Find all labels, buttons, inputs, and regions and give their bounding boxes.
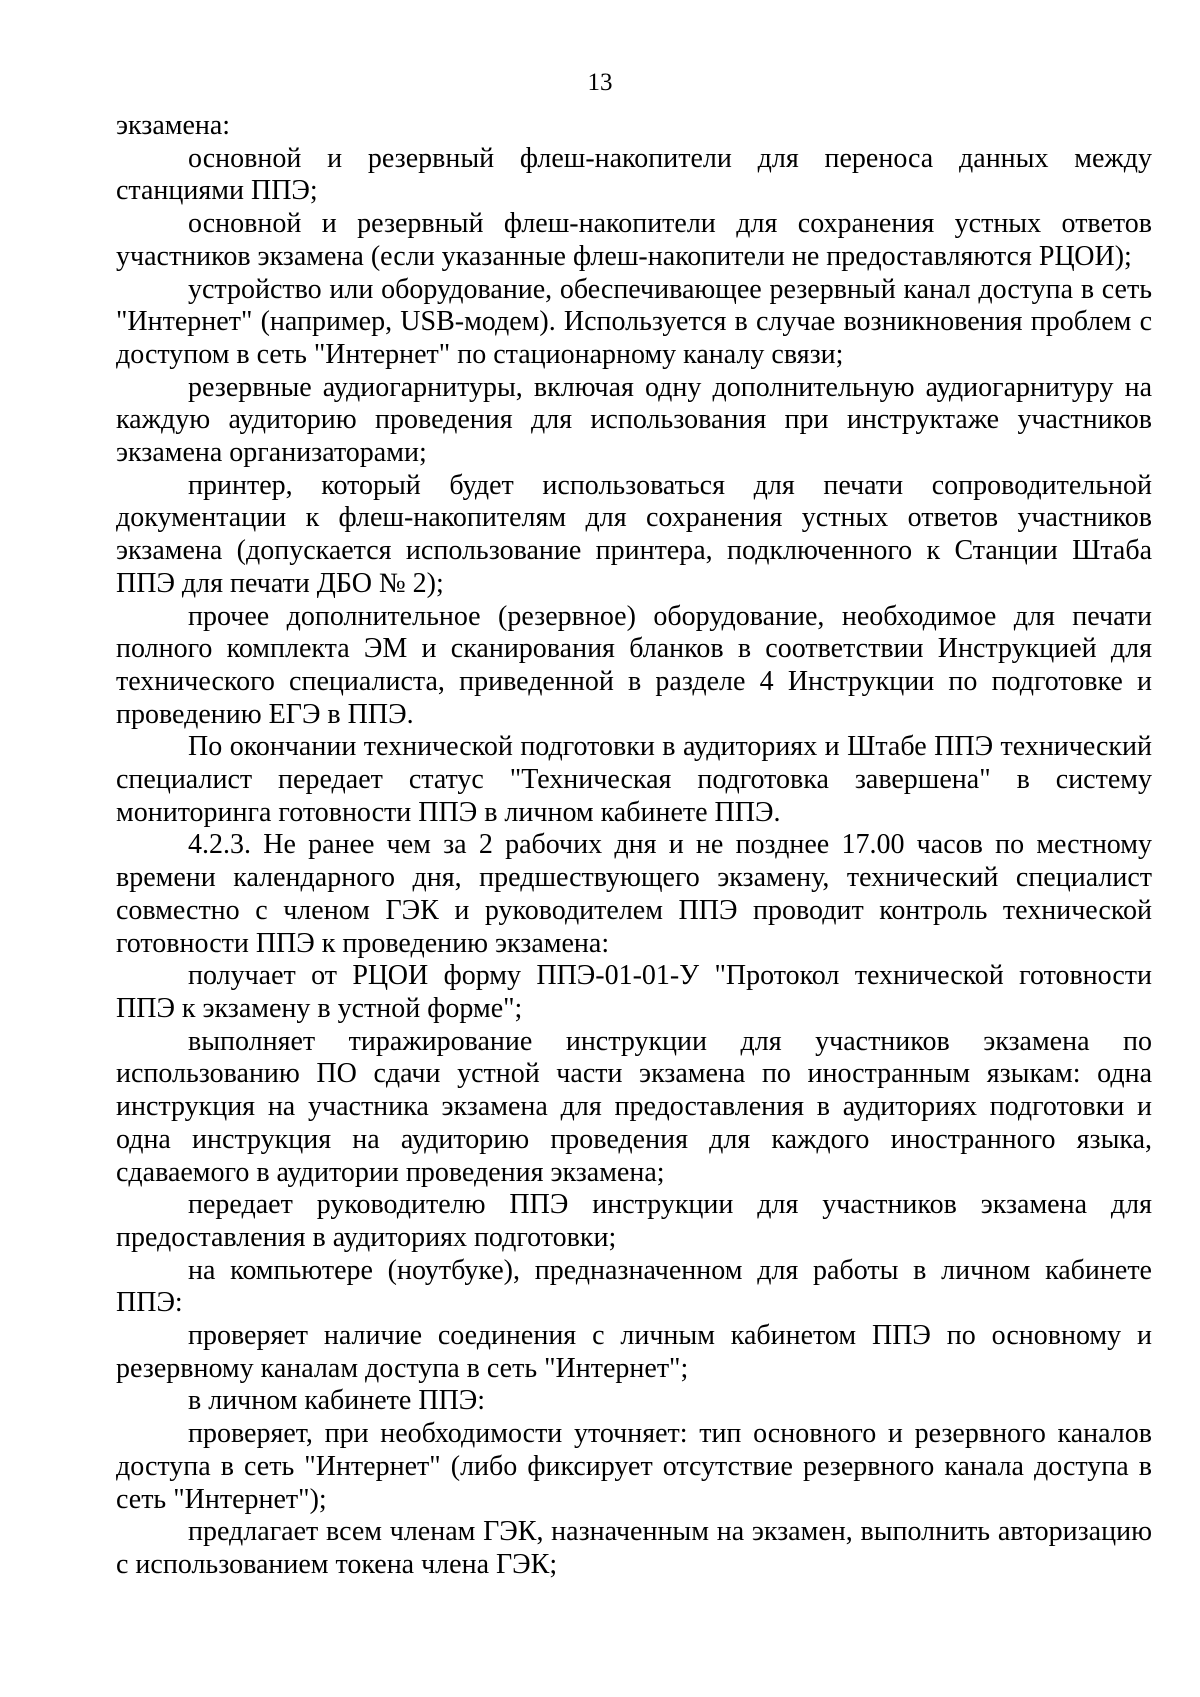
paragraph-1: экзамена:: [116, 110, 231, 141]
paragraph-12: передает руководителю ППЭ инструкции для участников экзамена для предоставления в аудиториях подготовки;: [116, 1189, 1152, 1253]
paragraph-13: на компьютере (ноутбуке), предназначенном для работы в личном кабинете ППЭ:: [116, 1254, 1152, 1319]
paragraph-17: предлагает всем членам ГЭК, назначенным на экзамен, выполнить авторизацию с использованием токена члена ГЭК;: [116, 1516, 1152, 1580]
paragraph-2: основной и резервный флеш-накопители для переноса данных между станциями ППЭ;: [116, 142, 1152, 207]
paragraph-7: прочее дополнительное (резервное) оборудование, необходимое для печати полного комплекта ЭМ и сканирования бланков в соответствии Инструкцией для технического специалиста, приведенной в разделе 4 Инструкции по подготовке и проведению ЕГЭ в ППЭ.: [116, 600, 1152, 730]
paragraph-15: в личном кабинете ППЭ:: [188, 1385, 486, 1417]
paragraph-9: 4.2.3. Не ранее чем за 2 рабочих дня и не позднее 17.00 часов по местному времени календарного дня, предшествующего экзамену, технический специалист совместно с членом ГЭК и руководителем ППЭ проводит контроль технической готовности ППЭ к проведению экзамена:: [116, 829, 1152, 959]
paragraph-4: устройство или оборудование, обеспечивающее резервный канал доступа в сеть "Интернет" (например, USB-модем). Используется в случае возникновения проблем с доступом в сеть "Интернет" по стационарному каналу связи;: [116, 273, 1152, 370]
document-body: [116, 110, 1152, 1582]
page-number: 13: [587, 69, 613, 96]
paragraph-16: проверяет, при необходимости уточняет: тип основного и резервного каналов доступа в сеть "Интернет" (либо фиксирует отсутствие резервного канала доступа в сеть "Интернет");: [116, 1418, 1152, 1515]
paragraph-5: резервные аудиогарнитуры, включая одну дополнительную аудиогарнитуру на каждую аудиторию проведения для использования при инструктаже участников экзамена организаторами;: [116, 371, 1152, 469]
paragraph-11: выполняет тиражирование инструкции для участников экзамена по использованию ПО сдачи устной части экзамена по иностранным языкам: одна инструкция на участника экзамена для предоставления в аудиториях подготовки и одна инструкция на аудиторию проведения для каждого иностранного языка, сдаваемого в аудитории проведения экзамена;: [116, 1025, 1152, 1188]
paragraph-3: основной и резервный флеш-накопители для сохранения устных ответов участников экзамена (если указанные флеш-накопители не предоставляются РЦОИ);: [116, 208, 1152, 272]
paragraph-8: По окончании технической подготовки в аудиториях и Штабе ППЭ технический специалист передает статус "Техническая подготовка завершена" в систему мониторинга готовности ППЭ в личном кабинете ППЭ.: [116, 731, 1152, 828]
paragraph-10: получает от РЦОИ форму ППЭ-01-01-У "Протокол технической готовности ППЭ к экзамену в устной форме";: [116, 960, 1152, 1024]
paragraph-14: проверяет наличие соединения с личным кабинетом ППЭ по основному и резервному каналам доступа в сеть "Интернет";: [116, 1320, 1152, 1384]
paragraph-6: принтер, который будет использоваться для печати сопроводительной документации к флеш-накопителям для сохранения устных ответов участников экзамена (допускается использование принтера, подключенного к Станции Штаба ППЭ для печати ДБО № 2);: [116, 469, 1152, 599]
